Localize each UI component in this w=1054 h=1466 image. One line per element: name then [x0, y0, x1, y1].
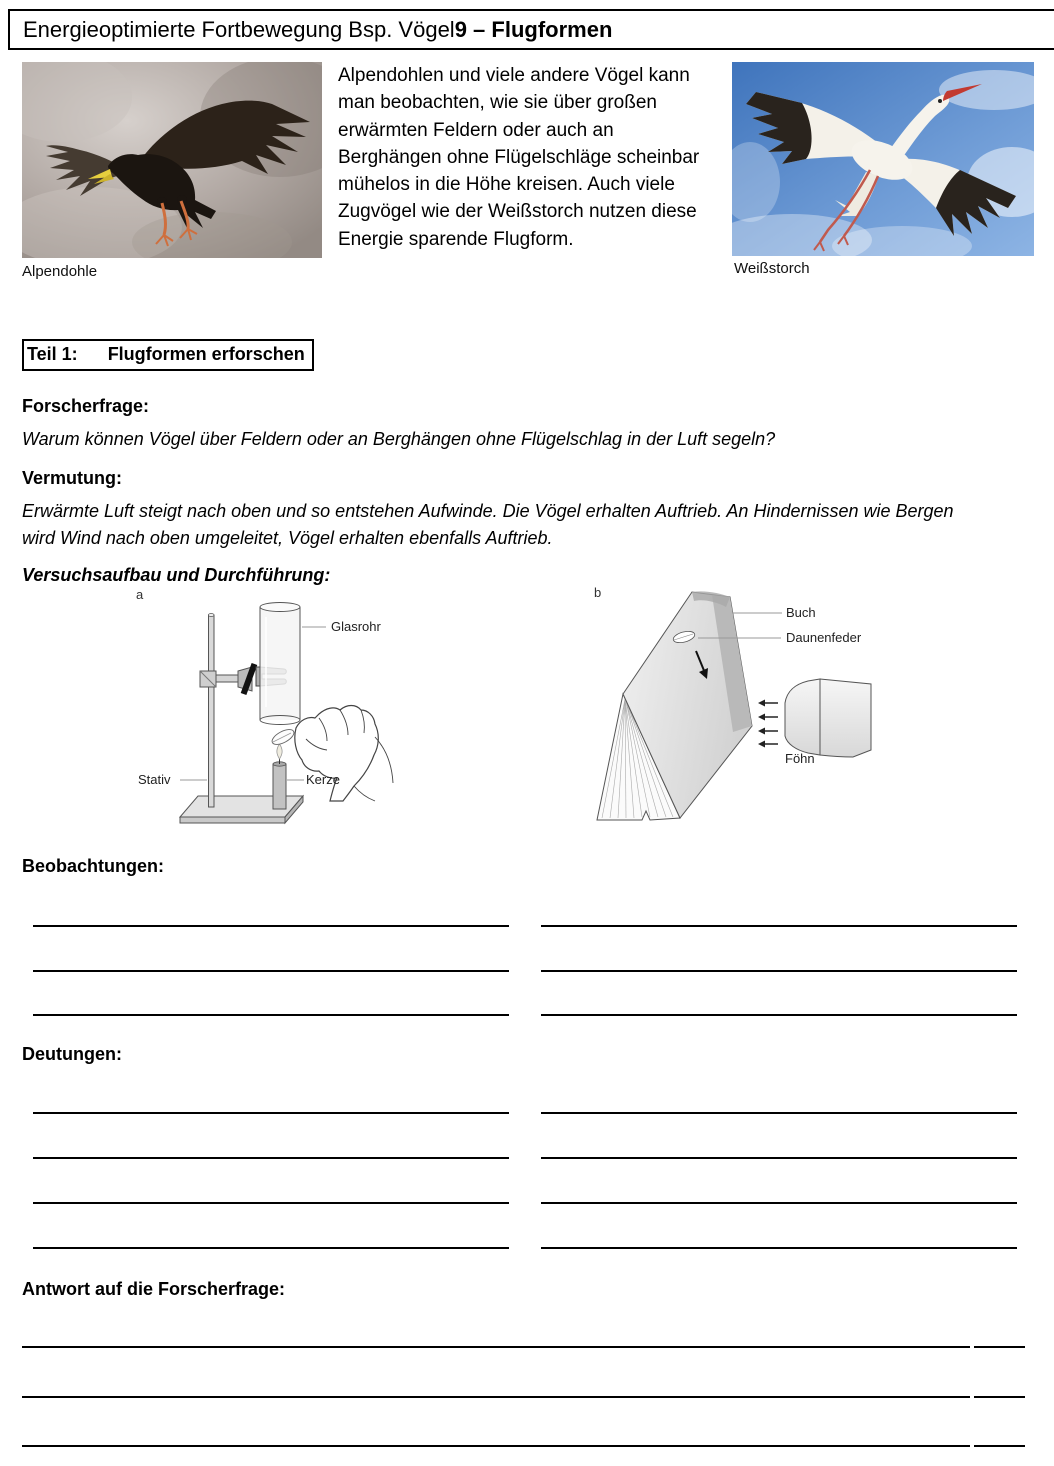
- writing-line: [33, 1247, 509, 1249]
- intro-line: mühelos in die Höhe kreisen. Auch viele: [338, 174, 675, 196]
- versuch-heading: Versuchsaufbau und Durchführung:: [22, 565, 331, 585]
- writing-line: [541, 1247, 1017, 1249]
- daunenfeder-label: Daunenfeder: [786, 630, 862, 645]
- candle-experiment-drawing: [120, 587, 520, 839]
- writing-line: [541, 970, 1017, 972]
- foehn-label: Föhn: [785, 751, 815, 766]
- intro-paragraph: [338, 62, 699, 253]
- page-title: [8, 9, 1054, 50]
- writing-line: [541, 1157, 1017, 1159]
- intro-line: man beobachten, wie sie über großen: [338, 92, 657, 114]
- writing-line: [541, 925, 1017, 927]
- intro-line: Energie sparende Flugform.: [338, 228, 574, 250]
- writing-line: [33, 1202, 509, 1204]
- writing-line: [33, 1014, 509, 1016]
- writing-line: [33, 1157, 509, 1159]
- book-experiment-drawing: [570, 585, 980, 835]
- forscherfrage-question: Warum können Vögel über Feldern oder an Berghängen ohne Flügelschlag in der Luft segeln?: [22, 429, 776, 449]
- kerze-label: Kerze: [306, 772, 340, 787]
- page-title-regular: Energieoptimierte Fortbewegung Bsp. Vögel: [23, 16, 455, 42]
- beobachtungen-heading: Beobachtungen:: [22, 856, 164, 876]
- alpendohle-image: [22, 62, 322, 258]
- vermutung-line: Erwärmte Luft steigt nach oben und so entstehen Aufwinde. Die Vögel erhalten Auftrieb. An Hindernissen wie Bergen: [22, 501, 954, 521]
- antwort-heading: Antwort auf die Forscherfrage:: [22, 1279, 286, 1299]
- writing-line: [33, 1112, 509, 1114]
- alpendohle-photo: [22, 62, 322, 258]
- part1-label: Teil 1:: [27, 343, 78, 364]
- writing-line: [22, 1346, 970, 1348]
- diagram-a-label: a: [136, 587, 144, 602]
- writing-line: [22, 1396, 970, 1398]
- stativ-label: Stativ: [138, 772, 171, 787]
- intro-line: Berghängen ohne Flügelschläge scheinbar: [338, 146, 700, 168]
- writing-line: [541, 1014, 1017, 1016]
- weissstorch-photo: [732, 62, 1034, 256]
- writing-line: [974, 1445, 1025, 1447]
- writing-line: [33, 970, 509, 972]
- diagram-b-book-experiment: [570, 585, 980, 840]
- intro-line: Zugvögel wie der Weißstorch nutzen diese: [338, 201, 697, 223]
- vermutung-heading: Vermutung:: [22, 468, 123, 488]
- vermutung-line: wird Wind nach oben umgeleitet, Vögel erhalten ebenfalls Auftrieb.: [22, 528, 553, 548]
- alpendohle-caption: Alpendohle: [22, 263, 98, 280]
- diagram-b-label: b: [594, 585, 602, 600]
- weissstorch-caption: Weißstorch: [734, 260, 810, 277]
- buch-label: Buch: [786, 605, 816, 620]
- writing-line: [974, 1396, 1025, 1398]
- forscherfrage-heading: Forscherfrage:: [22, 396, 150, 416]
- writing-line: [541, 1112, 1017, 1114]
- glasrohr-label: Glasrohr: [331, 619, 381, 634]
- writing-line: [541, 1202, 1017, 1204]
- page-title-bold: 9 – Flugformen: [454, 16, 613, 42]
- diagram-a-candle-experiment: [120, 587, 520, 844]
- intro-line: Alpendohlen und viele andere Vögel kann: [338, 65, 690, 86]
- writing-line: [33, 925, 509, 927]
- part1-heading-box: [22, 339, 314, 371]
- intro-line: erwärmten Feldern oder auch an: [338, 119, 614, 141]
- deutungen-heading: Deutungen:: [22, 1044, 122, 1064]
- weissstorch-image: [732, 62, 1034, 256]
- writing-line: [974, 1346, 1025, 1348]
- part1-title: Flugformen erforschen: [107, 343, 305, 364]
- writing-line: [22, 1445, 970, 1447]
